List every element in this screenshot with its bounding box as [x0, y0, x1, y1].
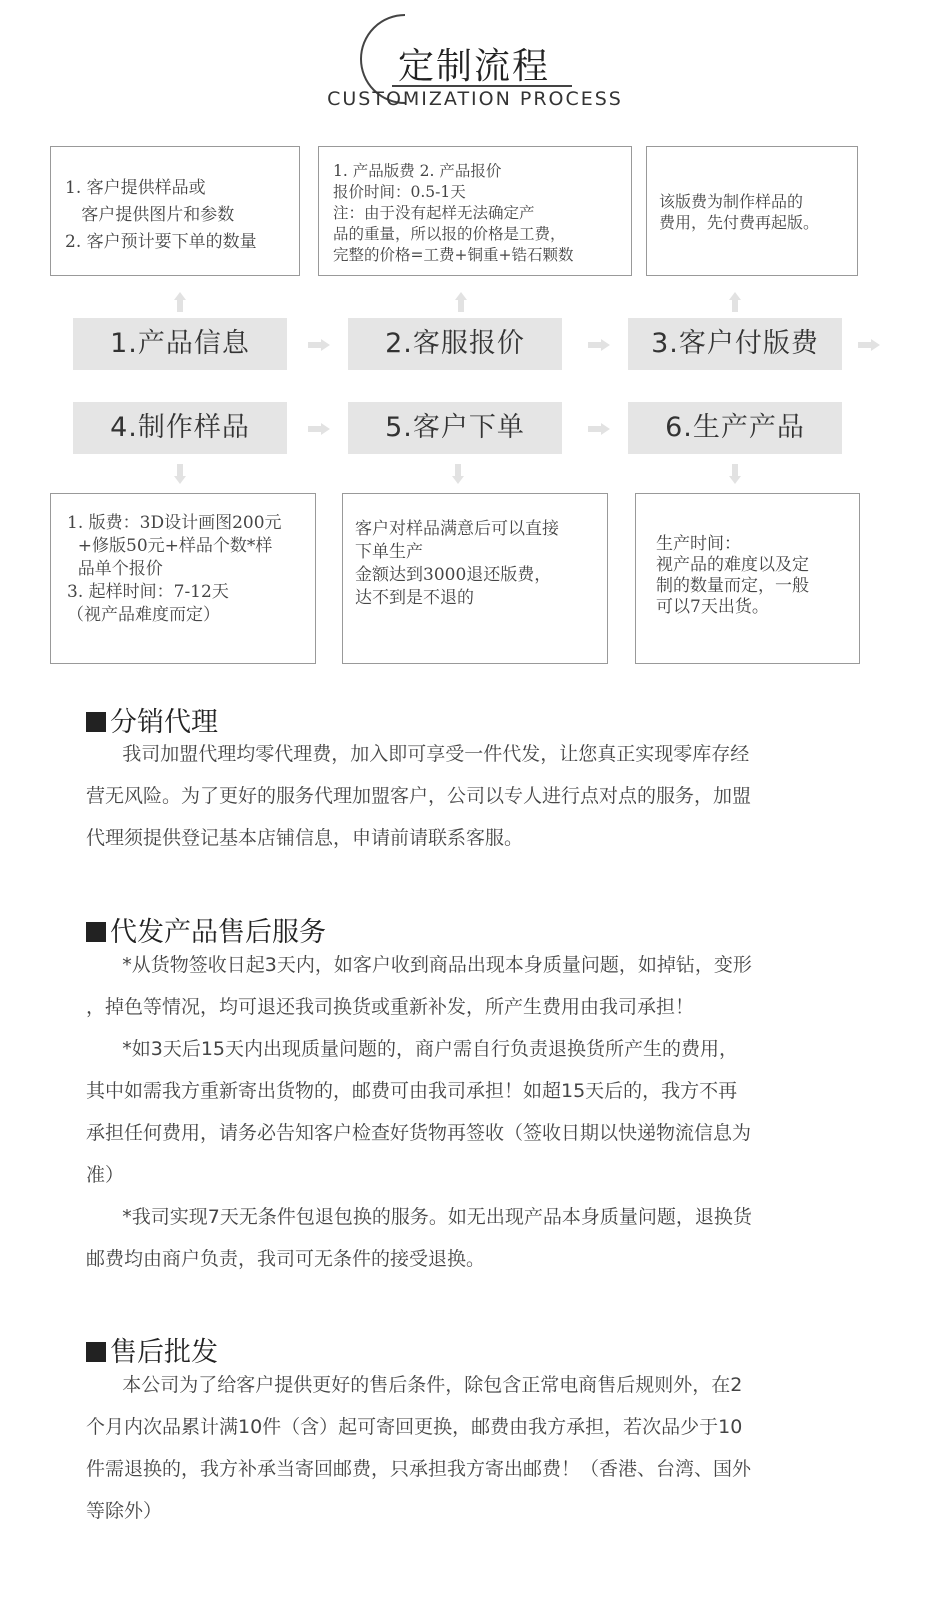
info-line: 达不到是不退的 [355, 588, 474, 608]
info-line: 品的重量，所以报的价格是工费， [333, 225, 566, 243]
paragraph-line: 承担任何费用，请务必告知客户检查好货物再签收（签收日期以快递物流信息为 [86, 1122, 752, 1144]
info-line: 品单个报价 [67, 559, 163, 579]
info-box-order [342, 493, 608, 664]
square-bullet-icon [86, 1342, 106, 1362]
paragraph-line: 其中如需我方重新寄出货物的，邮费可由我司承担！如超15天后的，我方不再 [86, 1080, 738, 1102]
info-box-quotation [318, 146, 632, 276]
page-subtitle: CUSTOMIZATION PROCESS [327, 88, 623, 110]
page-title: 定制流程 [398, 46, 551, 87]
info-line: （视产品难度而定） [67, 605, 220, 625]
section-heading-text: 代发产品售后服务 [110, 917, 326, 948]
info-line: 2. 客户预计要下单的数量 [65, 232, 257, 252]
info-box-product-info [50, 146, 300, 276]
info-line: 1. 客户提供样品或 [65, 178, 206, 198]
square-bullet-icon [86, 922, 106, 942]
paragraph-line: 邮费均由商户负责，我司可无条件的接受退换。 [86, 1248, 486, 1270]
info-line: 该版费为制作样品的 [659, 192, 804, 211]
info-line: 1. 产品版费 2. 产品报价 [333, 162, 502, 180]
arrow-right-icon [588, 423, 610, 435]
info-line: 下单生产 [355, 542, 423, 562]
info-line: 注：由于没有起样无法确定产 [333, 204, 535, 222]
arrow-up-icon [455, 292, 467, 312]
info-line: 客户提供图片和参数 [65, 205, 235, 225]
info-line: 视产品的难度以及定 [656, 555, 809, 575]
arrow-down-icon [729, 464, 741, 484]
paragraph-line: 代理须提供登记基本店铺信息，申请前请联系客服。 [86, 827, 524, 849]
info-line: 3. 起样时间：7-12天 [67, 582, 229, 602]
section-paragraph-distribution [86, 733, 846, 859]
info-line: 金额达到3000退还版费， [355, 565, 552, 585]
paragraph-line: ，掉色等情况，均可退还我司换货或重新补发，所产生费用由我司承担！ [86, 996, 695, 1018]
paragraph-line: 个月内次品累计满10件（含）起可寄回更换，邮费由我方承担，若次品少于10 [86, 1416, 743, 1438]
paragraph-line: *我司实现7天无条件包退包换的服务。如无出现产品本身质量问题，退换货 [86, 1206, 752, 1228]
section-heading-text: 分销代理 [110, 707, 218, 738]
step-place-order: 5.客户下单 [348, 402, 562, 454]
arrow-up-icon [729, 292, 741, 312]
paragraph-line: 件需退换的，我方补承当寄回邮费，只承担我方寄出邮费！（香港、台湾、国外 [86, 1458, 752, 1480]
info-line: 费用，先付费再起版。 [659, 213, 820, 232]
paragraph-line: 等除外） [86, 1500, 163, 1522]
paragraph-line: 准） [86, 1164, 125, 1186]
arrow-down-icon [452, 464, 464, 484]
info-line: 可以7天出货。 [656, 597, 769, 617]
info-line: 报价时间：0.5-1天 [333, 183, 466, 201]
arrow-right-icon [858, 339, 880, 351]
paragraph-line: *从货物签收日起3天内，如客户收到商品出现本身质量问题，如掉钻，变形 [86, 954, 752, 976]
arrow-right-icon [308, 423, 330, 435]
info-box-sample-fee [50, 493, 316, 664]
paragraph-line: 本公司为了给客户提供更好的售后条件，除包含正常电商售后规则外，在2 [86, 1374, 743, 1396]
step-production: 6.生产产品 [628, 402, 842, 454]
paragraph-line: 我司加盟代理均零代理费，加入即可享受一件代发，让您真正实现零库存经 [86, 743, 750, 765]
step-make-sample: 4.制作样品 [73, 402, 287, 454]
step-product-info: 1.产品信息 [73, 318, 287, 370]
info-box-plate-fee [646, 146, 858, 276]
arrow-right-icon [308, 339, 330, 351]
paragraph-line: 营无风险。为了更好的服务代理加盟客户，公司以专人进行点对点的服务，加盟 [86, 785, 752, 807]
info-line: 1. 版费：3D设计画图200元 [67, 513, 282, 533]
step-pay-plate-fee: 3.客户付版费 [628, 318, 842, 370]
info-line: 完整的价格=工费+铜重+锆石颗数 [333, 246, 574, 264]
section-heading-text: 售后批发 [110, 1337, 218, 1368]
info-line: +修版50元+样品个数*样 [67, 536, 273, 556]
arrow-down-icon [174, 464, 186, 484]
step-service-quote: 2.客服报价 [348, 318, 562, 370]
info-line: 客户对样品满意后可以直接 [355, 519, 559, 539]
section-paragraph-after-sales [86, 944, 846, 1280]
info-line: 生产时间： [656, 534, 741, 554]
arrow-right-icon [588, 339, 610, 351]
section-paragraph-wholesale [86, 1364, 846, 1532]
square-bullet-icon [86, 712, 106, 732]
paragraph-line: *如3天后15天内出现质量问题的，商户需自行负责退换货所产生的费用， [86, 1038, 739, 1060]
info-line: 制的数量而定，一般 [656, 576, 809, 596]
arrow-up-icon [174, 292, 186, 312]
info-box-production-time [635, 493, 860, 664]
